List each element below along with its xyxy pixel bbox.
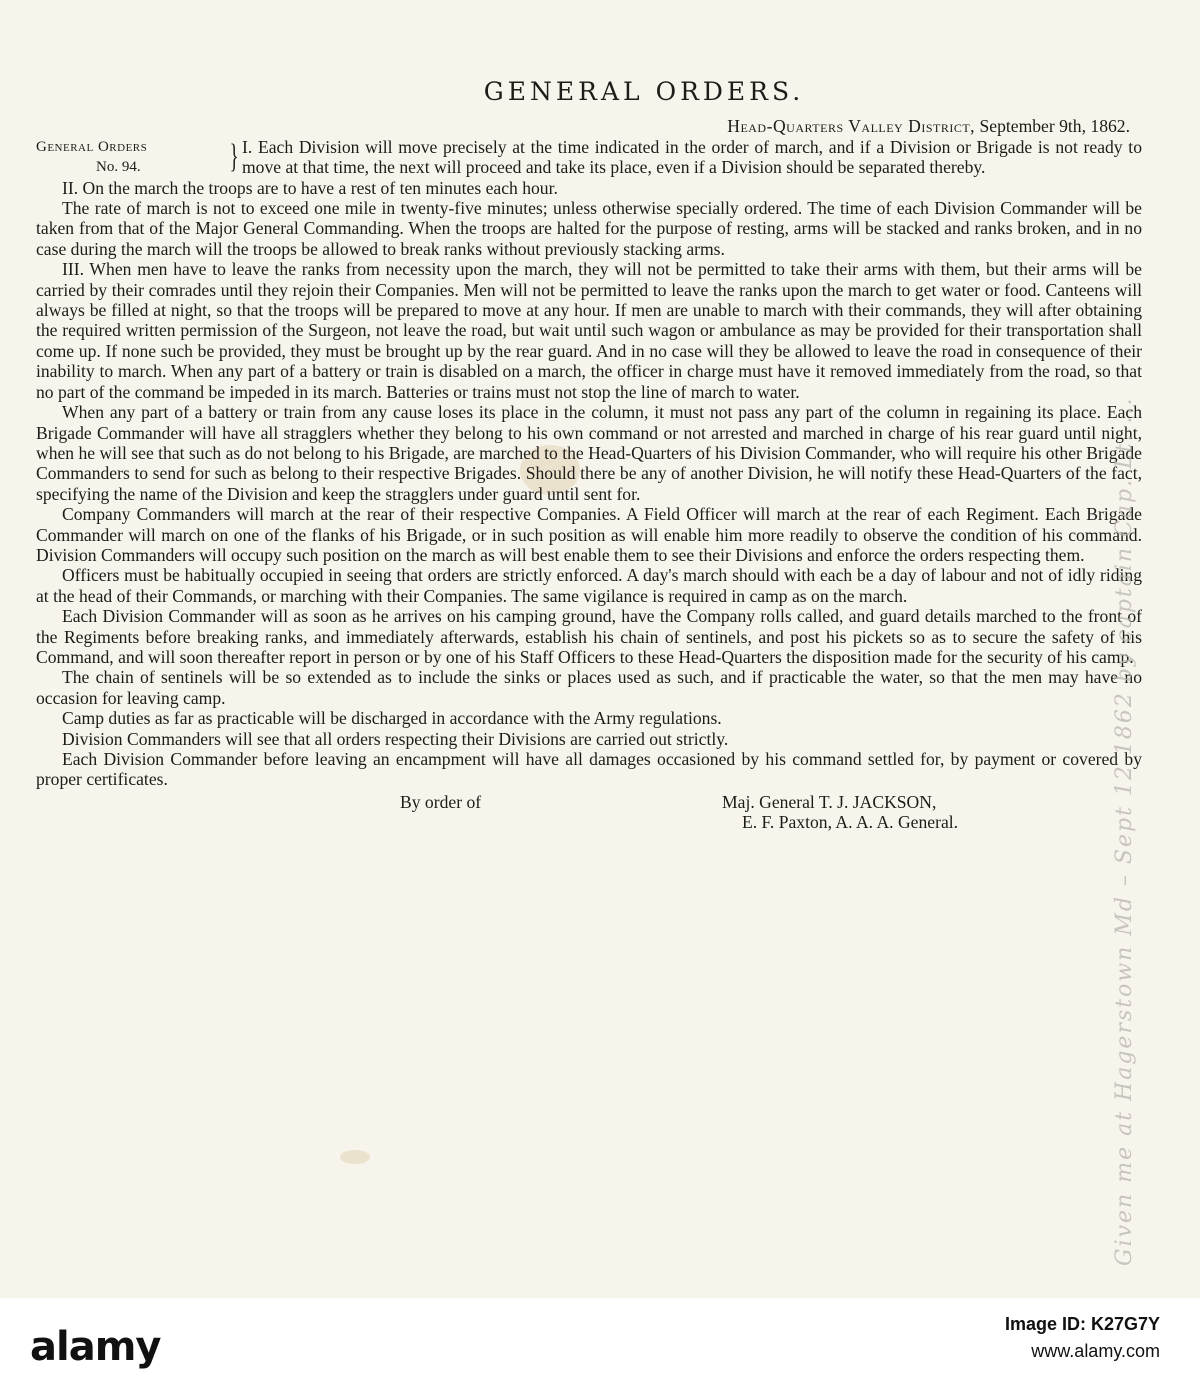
- signer-paxton: E. F. Paxton, A. A. A. General.: [742, 812, 959, 833]
- general-orders-document: [36, 77, 1142, 833]
- order-label: [36, 137, 226, 178]
- paragraph: The chain of sentinels will be so extended as to include the sinks or places used as such, and if practicable the water, so that the men may have no occasion for leaving camp.: [36, 667, 1142, 708]
- order-label-line1: General Orders: [36, 138, 148, 155]
- site-url: www.alamy.com: [1031, 1341, 1160, 1361]
- paragraph: Each Division Commander will as soon as he arrives on his camping ground, have the Company rolls called, and guard details marched to the front of the Regiments before breaking ranks, and immediately afterwards, establish his chain of sentinels, and post his pickets so as to secure the safety of his Command, and will soon thereafter report in person or by one of his Staff Officers to these Head-Quarters the disposition made for the security of his camp.: [36, 606, 1142, 667]
- paragraph: II. On the march the troops are to have a rest of ten minutes each hour.: [62, 177, 558, 198]
- handwritten-margin-note: Given me at Hagerstown Md – Sept 12 1862 by captain Cap. Lt. ...: [1112, 396, 1137, 1266]
- paragraph: Division Commanders will see that all orders respecting their Divisions are carried out strictly.: [62, 728, 729, 749]
- paragraph: Officers must be habitually occupied in seeing that orders are strictly enforced. A day's march should with each be a day of labour and not of idly riding at the head of their Commands, or marching with their Companies. The same vigilance is required in camp as on the march.: [36, 565, 1142, 606]
- stock-banner: [0, 1298, 1200, 1390]
- image-id-block: [1005, 1314, 1160, 1362]
- alamy-logo: alamy: [30, 1324, 161, 1370]
- header-line: [36, 116, 1142, 136]
- paragraph: Company Commanders will march at the rear of their respective Companies. A Field Officer will march at the rear of each Regiment. Each Brigade Commander will march on one of the flanks of his Brigade, or in such position as will enable him more readily to observe the condition of his command. Division Commanders will occupy such position on the march as will best enable them to see their Divisions and enforce the orders respecting them.: [36, 504, 1142, 565]
- document-title: GENERAL ORDERS.: [483, 77, 805, 106]
- signer-jackson: Maj. General T. J. JACKSON,: [722, 791, 937, 812]
- order-label-line2: No. 94.: [96, 159, 141, 176]
- signers: [722, 792, 1142, 833]
- paper-stain: [340, 1150, 370, 1164]
- paragraph: When any part of a battery or train from any cause loses its place in the column, it must not pass any part of the column in regaining its place. Each Brigade Commander will have all stragglers whether they belong to his own command or not arrested and marched in charge of his rear guard until night, when he will see that such as do not belong to his Brigade, are marched to the Head-Quarters of his Division Commander, who will require his other Brigade Commanders to send for such as belong to their respective Brigades. Should there be any of another Division, he will notify these Head-Quarters of the fact, specifying the name of the Division and keep the stragglers under guard until sent for.: [36, 402, 1142, 504]
- order-number-block: [36, 137, 1142, 178]
- hq-location: Head-Quarters Valley District,: [727, 116, 976, 137]
- by-order-text: By order of: [400, 791, 482, 812]
- brace-icon: }: [229, 137, 239, 175]
- paragraph-first: I. Each Division will move precisely at the time indicated in the order of march, and if a Division or Brigade is not ready to move at that time, the next will proceed and take its place, even if a Division should be separated thereby.: [242, 136, 1142, 178]
- paragraph: Each Division Commander before leaving an encampment will have all damages occasioned by his command settled for, by payment or covered by proper certificates.: [36, 749, 1142, 790]
- paragraph: The rate of march is not to exceed one mile in twenty-five minutes; unless otherwise specially ordered. The time of each Division Commander will be taken from that of the Major General Commanding. When the troops are halted for the purpose of resting, arms will be stacked and ranks broken, and in no case during the march will the troops be allowed to break ranks without previously stacking arms.: [36, 198, 1142, 259]
- paragraph: III. When men have to leave the ranks from necessity upon the march, they will not be permitted to take their arms with them, but their arms will be carried by their comrades until they rejoin their Companies. Men will not be permitted to leave the ranks upon the march to get water or food. Canteens will always be filled at night, so that the troops will be prepared to move at any hour. If men are unable to march with their commands, they will after obtaining the required written permission of the Surgeon, not leave the road, but wait until such wagon or ambulance as may be provided for their transportation shall come up. If none such be provided, they must be brought up by the rear guard. And in no case will they be allowed to leave the road in consequence of their inability to march. When any part of a battery or train is disabled on a march, the officer in charge must have it removed immediately from the road, so that no part of the command be impeded in its march. Batteries or trains must not stop the line of march to water.: [36, 259, 1142, 402]
- signature-block: [36, 792, 1142, 833]
- hq-date: September 9th, 1862.: [979, 116, 1130, 137]
- image-id: Image ID: K27G7Y: [1004, 1314, 1160, 1334]
- paragraph: Camp duties as far as practicable will be discharged in accordance with the Army regulations.: [62, 708, 722, 729]
